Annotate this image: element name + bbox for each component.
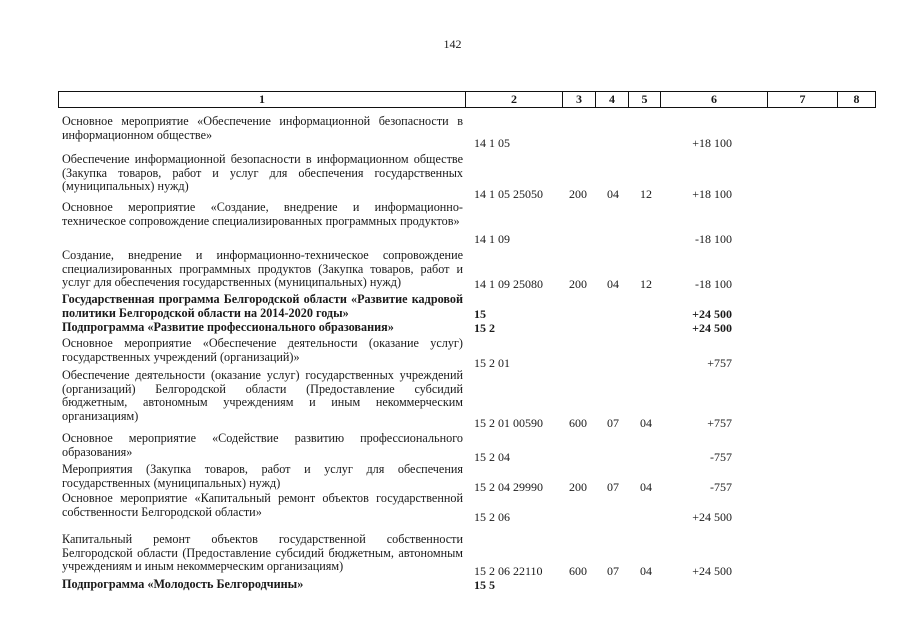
row-rz: 04: [607, 277, 619, 291]
row-code: 14 1 05: [474, 136, 510, 150]
row-code: 15 2 04: [474, 450, 510, 464]
row-amount: -18 100: [695, 232, 732, 246]
row-code: 15 2 01 00590: [474, 416, 543, 430]
row-vr: 600: [569, 416, 587, 430]
row-rz: 07: [607, 564, 619, 578]
row-description: Обеспечение деятельности (оказание услуг) государственных учреждений (организаций) Белгородской области (Предоставление субсидий бюджетным, автономным учреждениям и иным некоммерческим организациям): [62, 368, 463, 423]
page-number: 142: [443, 37, 462, 51]
row-description: Основное мероприятие «Содействие развитию профессионального образования»: [62, 431, 463, 459]
row-amount: +24 500: [692, 564, 732, 578]
header-col-8: 8: [853, 92, 860, 106]
row-description: Государственная программа Белгородской области «Развитие кадровой политики Белгородской области на 2014-2020 годы»: [62, 292, 463, 320]
row-code: 15 2 06: [474, 510, 510, 524]
header-col-6: 6: [661, 92, 768, 107]
header-col-1: 1: [59, 92, 466, 107]
row-code: 14 1 05 25050: [474, 187, 543, 201]
row-description: Основное мероприятие «Создание, внедрение и информационно-техническое сопровождение специализированных программных продуктов»: [62, 200, 463, 228]
row-vr: 600: [569, 564, 587, 578]
row-rz: 07: [607, 416, 619, 430]
row-vr: 200: [569, 277, 587, 291]
row-rz: 04: [607, 187, 619, 201]
row-code: 15 2 04 29990: [474, 480, 543, 494]
row-description: Подпрограмма «Развитие профессионального образования»: [62, 320, 394, 334]
row-description: Основное мероприятие «Капитальный ремонт объектов государственной собственности Белгородской области»: [62, 491, 463, 519]
row-description: Создание, внедрение и информационно-техническое сопровождение специализированных программных продуктов (Закупка товаров, работ и услуг для обеспечения государственных (муниципальных) нужд): [62, 248, 463, 289]
row-amount: +757: [707, 416, 732, 430]
row-amount: +24 500: [692, 510, 732, 524]
row-amount: +18 100: [692, 136, 732, 150]
header-col-2: 2: [466, 92, 563, 107]
row-vr: 200: [569, 480, 587, 494]
row-amount: +757: [707, 356, 732, 370]
header-col-5: 5: [629, 92, 661, 107]
row-amount: +24 500: [692, 321, 732, 335]
row-description: Мероприятия (Закупка товаров, работ и услуг для обеспечения государственных (муниципальных) нужд): [62, 462, 463, 490]
row-code: 14 1 09: [474, 232, 510, 246]
row-description: Основное мероприятие «Обеспечение деятельности (оказание услуг) государственных учреждений (организаций)»: [62, 336, 463, 364]
row-amount: +18 100: [692, 187, 732, 201]
row-description: Капитальный ремонт объектов государственной собственности Белгородской области (Предоставление субсидий бюджетным, автономным учреждениям и иным некоммерческим организациям): [62, 532, 463, 573]
row-code: 15: [474, 307, 486, 321]
row-description: Основное мероприятие «Обеспечение информационной безопасности в информационном обществе»: [62, 114, 463, 142]
row-amount: -757: [710, 450, 732, 464]
row-pr: 12: [640, 277, 652, 291]
row-code: 15 2: [474, 321, 495, 335]
row-description: Подпрограмма «Молодость Белгородчины»: [62, 577, 304, 591]
row-amount: -757: [710, 480, 732, 494]
row-code: 15 2 06 22110: [474, 564, 543, 578]
row-code: 15 5: [474, 578, 495, 592]
header-col-3: 3: [563, 92, 596, 107]
row-vr: 200: [569, 187, 587, 201]
row-rz: 07: [607, 480, 619, 494]
row-pr: 04: [640, 416, 652, 430]
header-col-4: 4: [596, 92, 629, 107]
row-description: Обеспечение информационной безопасности в информационном обществе (Закупка товаров, работ и услуг для обеспечения государственных (муниципальных) нужд): [62, 152, 463, 193]
row-pr: 12: [640, 187, 652, 201]
row-code: 14 1 09 25080: [474, 277, 543, 291]
row-pr: 04: [640, 564, 652, 578]
table-header: [58, 91, 876, 108]
row-code: 15 2 01: [474, 356, 510, 370]
header-col-7: 7: [768, 92, 838, 107]
row-amount: -18 100: [695, 277, 732, 291]
row-amount: +24 500: [692, 307, 732, 321]
row-pr: 04: [640, 480, 652, 494]
